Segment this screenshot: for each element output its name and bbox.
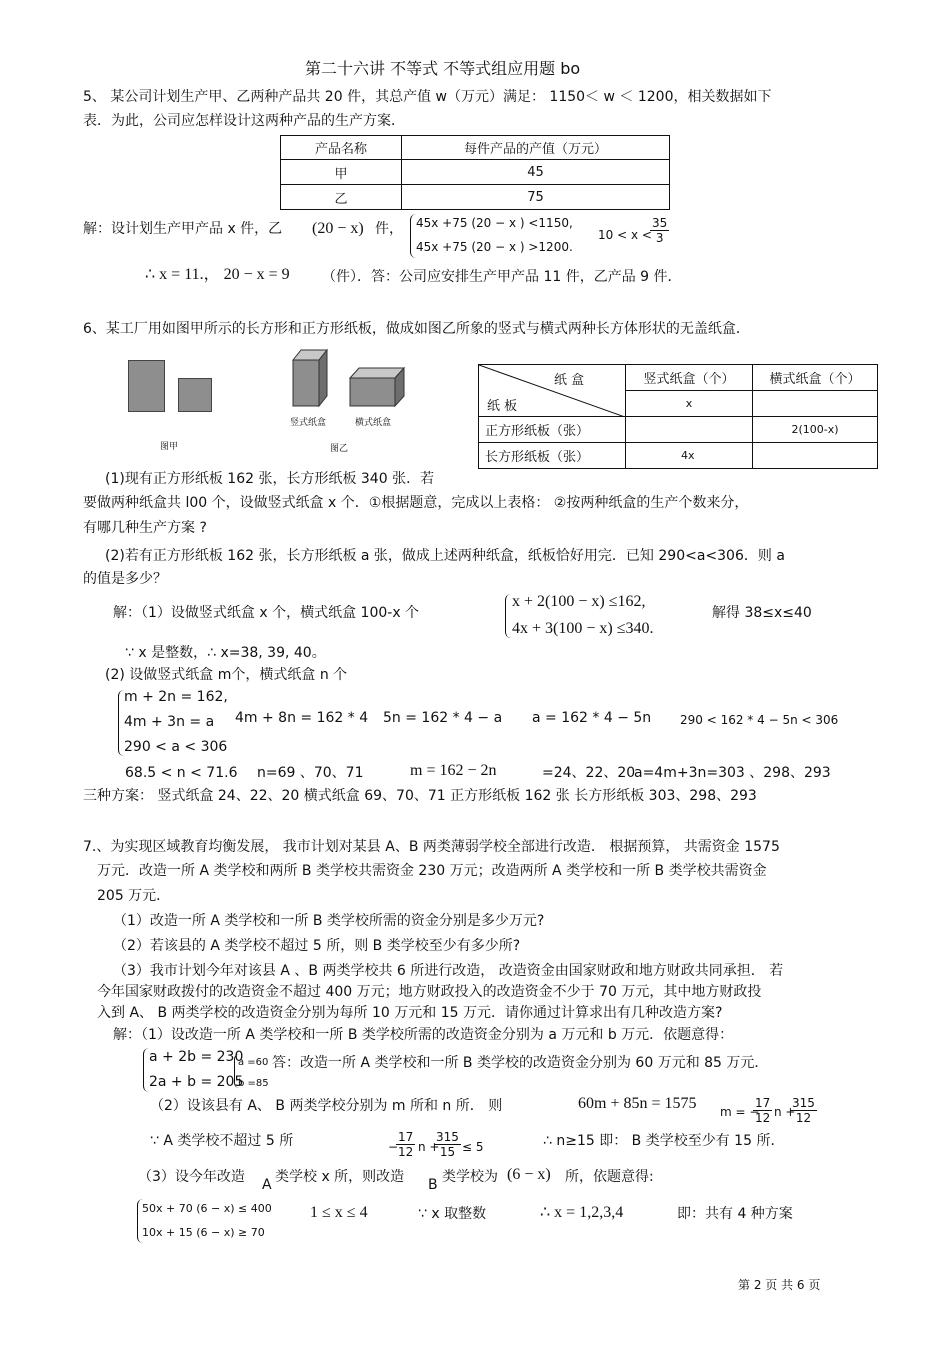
q7-sol3-A: A — [262, 1177, 272, 1193]
q6-cell-2-100-x: 2(100-x) — [753, 417, 878, 443]
frac-num: 17 — [755, 1096, 771, 1110]
q6-corner-bottom: 纸 板 — [487, 399, 518, 414]
q7-sol1-eq2: 2a + b = 205 — [149, 1074, 244, 1090]
q7-sol3-conclusion: 即：共有 4 种方案 — [677, 1206, 793, 1222]
q7-sol3-B: B — [428, 1177, 438, 1193]
q7-sol3-ineq2: 10x + 15 (6 − x) ≥ 70 — [142, 1226, 265, 1239]
rectangle-board-figure — [128, 360, 165, 412]
q5-text-line1: 5、 某公司计划生产甲、乙两种产品共 20 件，其总产值 w（万元）满足： 1150＜ w ＜ 1200，相关数据如下 — [83, 89, 772, 105]
q7-sol3-values: ∴ x = 1,2,3,4 — [540, 1204, 624, 1221]
q5-frac-num: 35 — [652, 216, 668, 230]
q5-table-cell: 乙 — [281, 185, 402, 210]
q6-sol1-ineq2: 4x + 3(100 − x) ≤340. — [512, 620, 654, 637]
q6-part1-a: (1)现有正方形纸板 162 张，长方形纸板 340 张．若 — [105, 471, 435, 487]
frac-den: 12 — [795, 1111, 812, 1125]
q7-sol2-frac2 — [790, 1096, 817, 1125]
q6-sol2-eq1: m + 2n = 162, — [124, 689, 228, 705]
q6-part2-b: 的值是多少？ — [83, 571, 167, 587]
box-figures — [285, 346, 410, 408]
q6-text-line1: 6、某工厂用如图甲所示的长方形和正方形纸板，做成如图乙所象的竖式与横式两种长方体形状的无盖纸盒． — [83, 321, 750, 337]
frac-den: 12 — [755, 1111, 771, 1125]
q6-cell-empty — [626, 417, 753, 443]
q7-sol1-res-b: b =85 — [238, 1078, 269, 1089]
q6-part1-c: 有哪几种生产方案 ? — [83, 520, 207, 536]
q6-sol1-integers: ∵ x 是整数，∴ x=38, 39, 40。 — [125, 645, 326, 661]
q7-sol1-res-a: a =60 — [238, 1057, 269, 1068]
q5-ineq-2: 45x +75 (20 − x ) >1200. — [416, 240, 573, 254]
q5-fraction — [650, 216, 669, 245]
q6-cell-empty — [753, 443, 878, 469]
fig-jia-caption: 图甲 — [160, 442, 179, 452]
q5-ineq-1: 45x +75 (20 − x ) <1150, — [416, 216, 573, 230]
q7-question3-a: （3）我市计划今年对该县 A 、B 两类学校共 6 所进行改造， 改造资金由国家财政和地方财政共同承担． 若 — [113, 963, 784, 979]
q7-sol3-ineq1: 50x + 70 (6 − x) ≤ 400 — [142, 1202, 272, 1215]
frac-den: 12 — [398, 1145, 414, 1159]
frac-num: 315 — [792, 1096, 815, 1110]
q7-sol1: 解：（1）设改造一所 A 类学校和一所 B 类学校所需的改造资金分别为 a 万元和 b 万元．依题意得： — [113, 1027, 734, 1043]
q5-table-header-value: 每件产品的产值（万元） — [402, 136, 670, 160]
q7-question3-b: 今年国家财政拨付的改造资金不超过 400 万元；地方财政投入的改造资金不少于 70 万元，其中地方财政投 — [97, 984, 762, 1000]
vertical-box-figure — [293, 350, 327, 406]
q5-solution-a: 解：设计划生产甲产品 x 件，乙 — [83, 221, 283, 237]
q6-sol2-g4: =24、22、20 — [542, 765, 636, 781]
q6-plans: 三种方案： 竖式纸盒 24、22、20 横式纸盒 69、70、71 正方形纸板 162 张 长方形纸板 303、298、293 — [83, 788, 757, 804]
vertical-box-caption: 竖式纸盒 — [290, 418, 327, 428]
q7-sol3-b: 类学校 x 所，则改造 — [275, 1169, 405, 1185]
q6-sol1: 解：（1）设做竖式纸盒 x 个，横式纸盒 100-x 个 — [113, 605, 420, 621]
q5-solution-c: 件， — [375, 221, 403, 237]
fig-yi-caption: 图乙 — [330, 444, 349, 454]
q7-sol1-answer: 答：改造一所 A 类学校和一所 B 类学校的改造资金分别为 60 万元和 85 万元． — [272, 1055, 769, 1071]
q7-sol2b-minus: − — [388, 1140, 399, 1154]
q5-answer-text: （件）．答：公司应安排生产甲产品 11 件，乙产品 9 件． — [322, 269, 682, 285]
q6-sol2-eq3: 290 < a < 306 — [124, 739, 228, 755]
q7-sol3-a: （3）设今年改造 — [138, 1169, 245, 1185]
q7-sol2b-le5: ≤ 5 — [462, 1140, 484, 1154]
frac-den: 15 — [439, 1145, 456, 1159]
q6-cell-x: x — [626, 391, 753, 417]
q7-text-line1: 7.、为实现区域教育均衡发展， 我市计划对某县 A、B 两类薄弱学校全部进行改造． 根据预算， 共需资金 1575 — [83, 839, 780, 855]
q7-sol2b-frac1 — [396, 1130, 415, 1159]
q5-solution-b: (20 − x) — [312, 220, 364, 237]
q7-sol3-d: 所，依题意得: — [565, 1169, 654, 1185]
q6-sol2-f3: a = 162 * 4 − 5n — [532, 710, 652, 726]
q6-sol2-g5: a=4m+3n=303 、298、293 — [634, 765, 831, 781]
q7-sol1-eq1: a + 2b = 230 — [149, 1049, 244, 1065]
q7-question1: （1）改造一所 A 类学校和一所 B 类学校所需的资金分别是多少万元? — [113, 913, 545, 929]
q7-question3-c: 入到 A、 B 两类学校的改造资金分别为每所 10 万元和 15 万元．请你通过计算求出有几种改造方案? — [97, 1005, 723, 1021]
page-number: 第 2 页 共 6 页 — [738, 1278, 821, 1292]
q7-sol2: （2）设该县有 A、 B 两类学校分别为 m 所和 n 所． 则 — [150, 1098, 503, 1114]
q7-sol3-integer: ∵ x 取整数 — [418, 1206, 487, 1222]
q7-text-line2: 万元．改造一所 A 类学校和两所 B 类学校共需资金 230 万元；改造两所 A 类学校和一所 B 类学校共需资金 — [97, 863, 767, 879]
q6-sol2-g1: 68.5 < n < 71.6 — [125, 765, 238, 781]
q6-part1-b: 要做两种纸盒共 l00 个，设做竖式纸盒 x 个．①根据题意，完成以上表格： ②按两种纸盒的生产个数来分， — [83, 495, 749, 511]
q6-table-corner — [479, 365, 626, 417]
q6-sol2-f4: 290 < 162 * 4 − 5n < 306 — [680, 713, 839, 727]
q7-sol2-n-plus: n + — [774, 1105, 796, 1119]
q5-table-cell: 甲 — [281, 160, 402, 185]
q7-sol2b-frac2 — [434, 1130, 461, 1159]
q5-table-cell: 75 — [402, 185, 670, 210]
q7-sol2-b: ∵ A 类学校不超过 5 所 — [150, 1133, 294, 1149]
horizontal-box-caption: 横式纸盒 — [355, 418, 392, 428]
q5-text-line2: 表．为此，公司应怎样设计这两种产品的生产方案． — [83, 113, 405, 129]
q6-sol1-ineq1: x + 2(100 − x) ≤162, — [512, 593, 646, 610]
q6-sol2: (2) 设做竖式纸盒 m个，横式纸盒 n 个 — [105, 667, 348, 683]
q6-col-vertical: 竖式纸盒（个） — [626, 365, 753, 391]
q7-sol3-expr: (6 − x) — [507, 1166, 551, 1183]
q6-part2-a: (2)若有正方形纸板 162 张，长方形纸板 a 张，做成上述两种纸盒，纸板恰好用完．已知 290<a<306．则 a — [105, 548, 785, 564]
q6-sol1-brace — [505, 594, 512, 638]
q7-sol2-equation: 60m + 85n = 1575 — [578, 1095, 697, 1112]
q7-sol2b-n: n + — [418, 1140, 440, 1154]
q5-answer-math: ∴ x = 11.， 20 − x = 9 — [145, 266, 290, 283]
q7-sol3-range: 1 ≤ x ≤ 4 — [310, 1204, 368, 1221]
q7-sol2-frac1 — [753, 1096, 772, 1125]
q6-sol2-f1: 4m + 8n = 162 * 4 — [235, 710, 369, 726]
q5-product-table — [280, 135, 670, 210]
q7-sol2-m: m = − — [720, 1105, 760, 1119]
q7-text-line3: 205 万元． — [97, 888, 171, 904]
q6-sol1-result: 解得 38≤x≤40 — [712, 605, 812, 621]
q6-sol2-f2: 5n = 162 * 4 − a — [383, 710, 503, 726]
q5-table-cell: 45 — [402, 160, 670, 185]
q7-sol2b-result: ∴ n≥15 即： B 类学校至少有 15 所． — [543, 1133, 785, 1149]
q6-sol2-eq2: 4m + 3n = a — [124, 714, 215, 730]
horizontal-box-figure — [350, 368, 404, 406]
q6-cell-empty — [753, 391, 878, 417]
q6-cell-4x: 4x — [626, 443, 753, 469]
q7-question2: （2）若该县的 A 类学校不超过 5 所，则 B 类学校至少有多少所? — [113, 938, 521, 954]
frac-num: 17 — [398, 1130, 414, 1144]
square-board-figure — [178, 378, 212, 412]
page-title: 第二十六讲 不等式 不等式组应用题 bo — [305, 59, 581, 78]
q6-corner-top: 纸 盒 — [554, 373, 585, 388]
q6-sol2-g2: n=69 、70、71 — [257, 765, 364, 781]
q6-col-horizontal: 横式纸盒（个） — [753, 365, 878, 391]
q6-row-rect: 长方形纸板（张） — [479, 443, 626, 469]
q5-range: 10 < x < — [598, 228, 652, 242]
frac-num: 315 — [436, 1130, 459, 1144]
q6-row-square: 正方形纸板（张） — [479, 417, 626, 443]
q6-sol2-g3: m = 162 − 2n — [410, 762, 497, 779]
q5-frac-den: 3 — [655, 231, 664, 245]
q6-board-table — [478, 364, 878, 469]
q7-sol3-c: 类学校为 — [442, 1169, 498, 1185]
q5-table-header-name: 产品名称 — [281, 136, 402, 160]
